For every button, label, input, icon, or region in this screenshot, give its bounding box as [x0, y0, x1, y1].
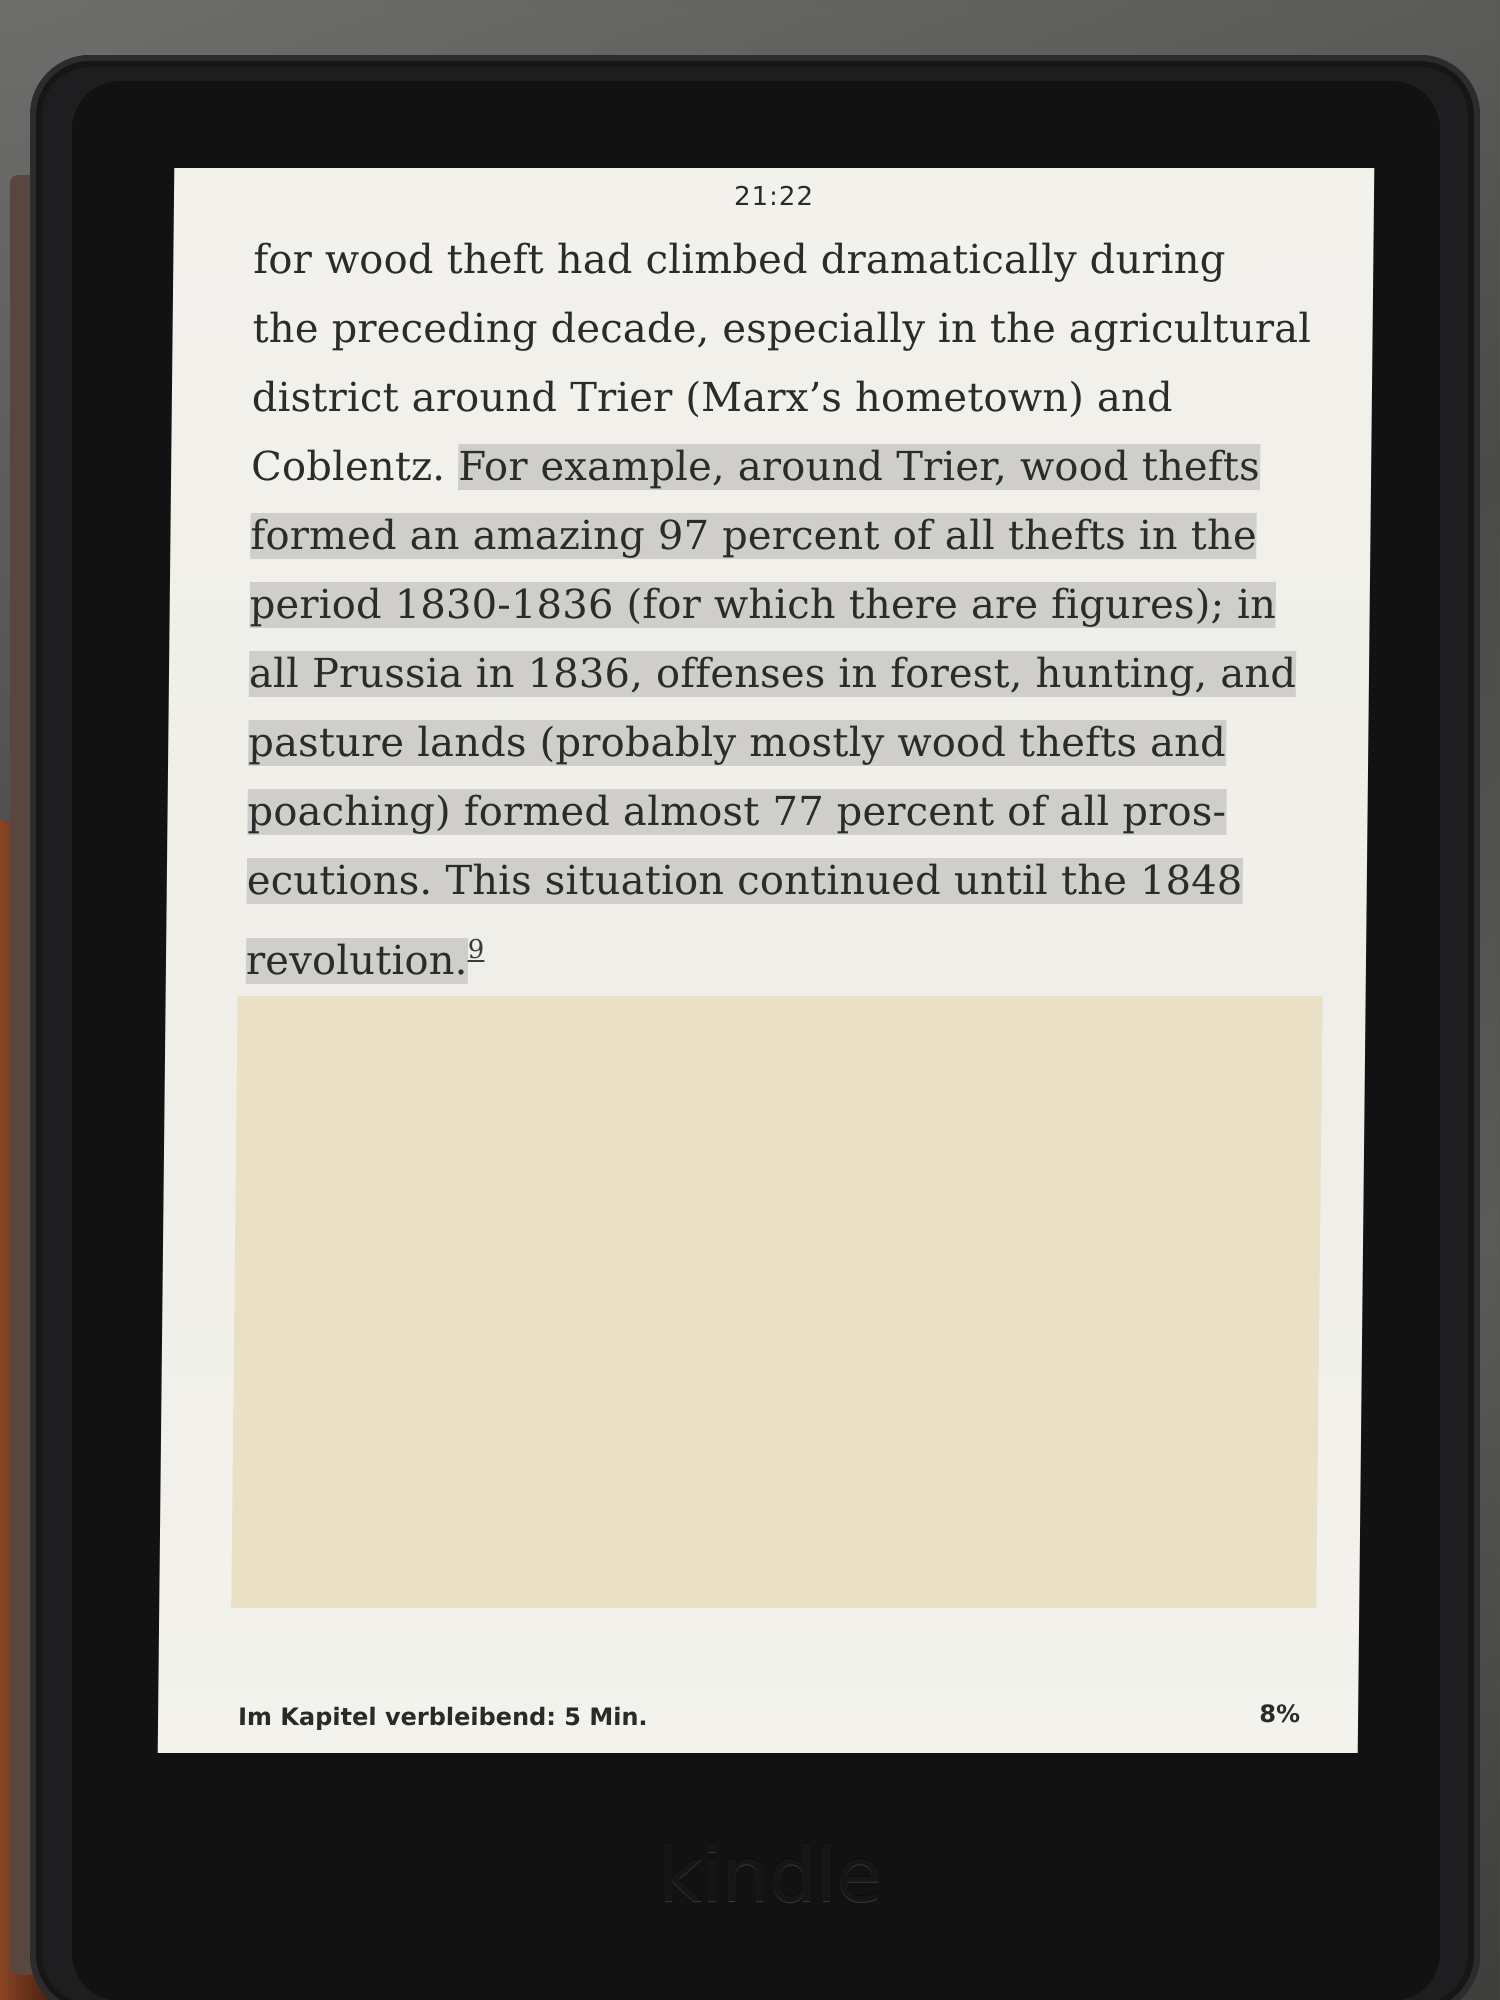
highlighted-text[interactable]: revolution. [245, 938, 468, 984]
text-line: the preceding decade, especially in the agricultural [252, 306, 1312, 352]
text-line: district around Trier (Marx’s hometown) and [251, 375, 1174, 421]
page-text[interactable] [246, 226, 1314, 996]
highlighted-text[interactable]: poaching) formed almost 77 percent of all pros- [247, 789, 1227, 835]
highlighted-text[interactable]: ecutions. This situation continued until the 1848 [246, 858, 1243, 904]
footnote-link[interactable]: 9 [467, 935, 485, 965]
highlighted-text[interactable]: For example, around Trier, wood thefts [458, 444, 1261, 490]
highlighted-text[interactable]: pasture lands (probably mostly wood thefts and [248, 720, 1227, 766]
text-line [249, 640, 1310, 709]
text-line [248, 709, 1309, 778]
highlighted-text[interactable]: all Prussia in 1836, offenses in forest, hunting, and [248, 651, 1297, 697]
chapter-time-remaining[interactable]: Im Kapitel verbleibend: 5 Min. [237, 1703, 648, 1731]
text-line: for wood theft had climbed dramatically during [253, 237, 1226, 283]
text-line [247, 778, 1308, 847]
text-line [250, 502, 1311, 571]
status-clock: 21:22 [733, 182, 815, 212]
text-line [249, 571, 1310, 640]
text-line [246, 916, 1307, 996]
text-line: Coblentz. For example, around Trier, wood thefts [250, 444, 1261, 490]
device-logo: kindle [658, 1830, 882, 1919]
highlighted-text[interactable]: formed an amazing 97 percent of all thefts in the [250, 513, 1258, 559]
highlighted-text[interactable]: period 1830-1836 (for which there are figures); in [249, 582, 1277, 628]
text-line [246, 847, 1307, 916]
blank-content-area [231, 996, 1322, 1608]
ereader-screen[interactable] [158, 168, 1375, 1753]
reading-progress: 8% [1259, 1700, 1301, 1728]
